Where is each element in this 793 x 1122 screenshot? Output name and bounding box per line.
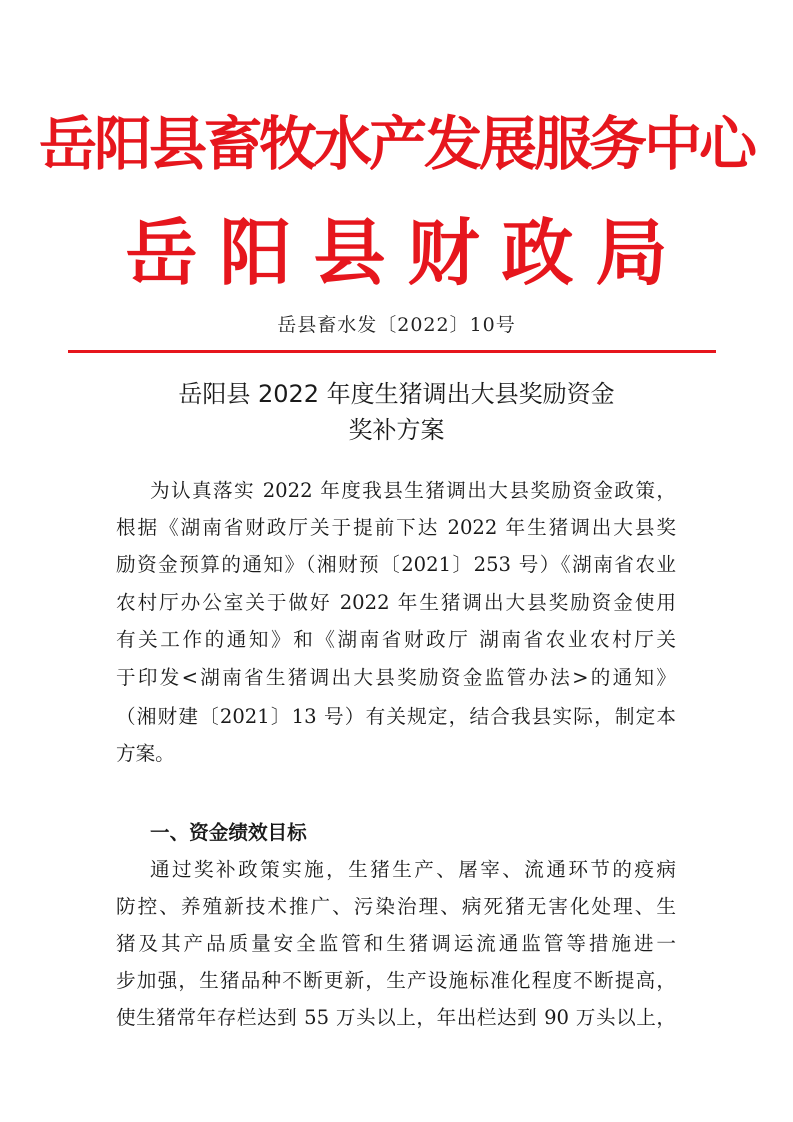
section-line: 通过奖补政策实施，生猪生产、屠宰、流通环节的疫病 — [150, 858, 676, 881]
intro-line: 励资金预算的通知》（湘财预〔2021〕253 号）《湖南省农业 — [116, 553, 676, 576]
section-line: 步加强，生猪品种不断更新，生产设施标准化程度不断提高， — [116, 969, 676, 992]
red-divider-line — [68, 350, 716, 353]
document-number: 岳县畜水发〔2022〕10号 — [277, 314, 516, 336]
intro-line: （湘财建〔2021〕13 号）有关规定，结合我县实际，制定本 — [116, 705, 676, 728]
intro-line: 方案。 — [116, 742, 175, 765]
intro-line: 根据《湖南省财政厅关于提前下达 2022 年生猪调出大县奖 — [116, 516, 676, 539]
issuer-name-2: 岳阳县财政局 — [125, 210, 690, 295]
intro-line: 为认真落实 2022 年度我县生猪调出大县奖励资金政策， — [150, 479, 676, 502]
section-line: 使生猪常年存栏达到 55 万头以上，年出栏达到 90 万头以上， — [116, 1006, 676, 1029]
intro-line: 于印发<湖南省生猪调出大县奖励资金监管办法>的通知》 — [116, 666, 676, 689]
intro-line: 农村厅办公室关于做好 2022 年生猪调出大县奖励资金使用 — [116, 591, 676, 614]
issuer-name-1: 岳阳县畜牧水产发展服务中心 — [38, 110, 754, 178]
document-title-line-1: 岳阳县 2022 年度生猪调出大县奖励资金 — [178, 380, 615, 408]
section-line: 猪及其产品质量安全监管和生猪调运流通监管等措施进一 — [116, 932, 676, 955]
intro-line: 有关工作的通知》和《湖南省财政厅 湖南省农业农村厅关 — [116, 628, 676, 651]
section-line: 防控、养殖新技术推广、污染治理、病死猪无害化处理、生 — [116, 895, 676, 918]
section-heading: 一、资金绩效目标 — [150, 821, 307, 844]
document-title-line-2: 奖补方案 — [348, 416, 445, 444]
